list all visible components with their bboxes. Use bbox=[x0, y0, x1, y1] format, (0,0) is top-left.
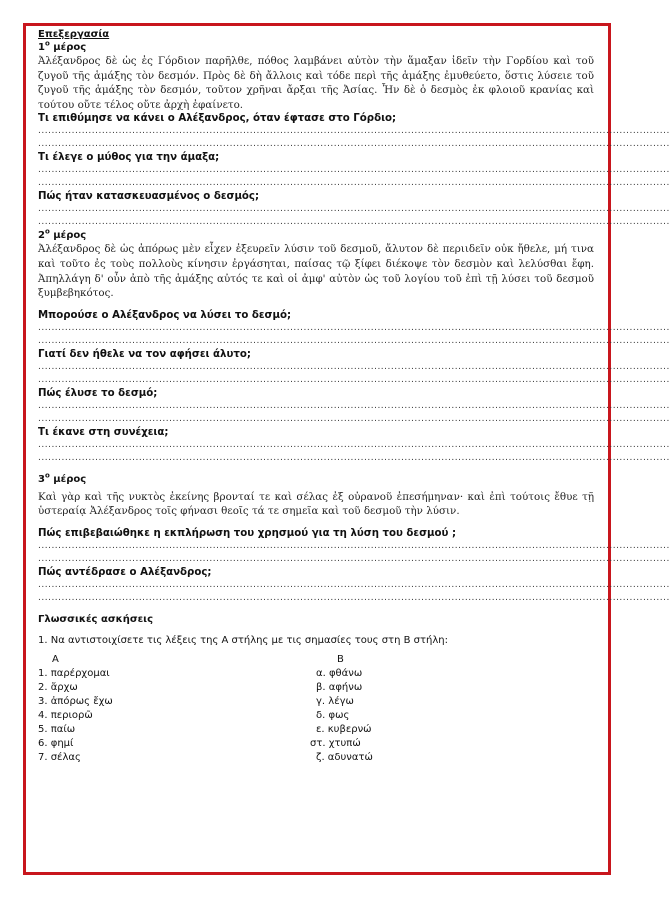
part3-heading: $3^o$ μέρος bbox=[38, 471, 87, 485]
answer-line[interactable]: ............................................................................................................................................................................................ bbox=[38, 400, 670, 411]
table-row bbox=[38, 695, 594, 709]
table-row bbox=[38, 709, 594, 723]
question: Γιατί δεν ήθελε να τον αφήσει άλυτο; bbox=[38, 348, 251, 360]
exercise-instruction: 1. Να αντιστοιχίσετε τις λέξεις της Α στήλης με τις σημασίες τους στη Β στήλη: bbox=[38, 634, 448, 646]
answer-line[interactable]: ............................................................................................................................................................................................ bbox=[38, 126, 670, 137]
answer-line[interactable]: ............................................................................................................................................................................................ bbox=[38, 540, 670, 551]
table-row bbox=[38, 667, 594, 681]
table-row bbox=[38, 681, 594, 695]
answer-line[interactable]: ............................................................................................................................................................................................ bbox=[38, 335, 670, 346]
column-a-item: 7. σέλας bbox=[38, 751, 81, 763]
part2-text: Ἀλέξανδρος δὲ ὡς ἀπόρως μὲν εἶχεν ἐξευρεῖν λύσιν τοῦ δεσμοῦ, ἄλυτον δὲ περιιδεῖν οὐκ ἤθελε, μή τινα καὶ τοῦτο ἐς τοὺς πολλοὺς κίνησιν ἐργάσηται, παίσας τῷ ξίφει διέκοψε τὸν δεσμὸν καὶ λελύσθαι ἔφη. Ἀπηλλάγη δ' οὖν ἀπὸ τῆς ἁμάξης αὐτός τε καὶ οἱ ἀμφ' αὐτὸν ὡς τοῦ λογίου τοῦ ἐπὶ τῇ λύσει τοῦ δεσμοῦ ξυμβεβηκότος. bbox=[38, 243, 594, 300]
question: Τι έκανε στη συνέχεια; bbox=[38, 426, 169, 438]
column-b-item: α. φθάνω bbox=[316, 667, 363, 679]
worksheet-title: Επεξεργασία bbox=[38, 29, 110, 40]
part1-text: Ἀλέξανδρος δὲ ὡς ἐς Γόρδιον παρῆλθε, πόθος λαμβάνει αὐτὸν τὴν ἅμαξαν ἰδεῖν τὴν Γορδίου καὶ τοῦ ζυγοῦ τῆς ἁμάξης τὸν δεσμόν. Πρὸς δὲ δὴ ἄλλοις καὶ τόδε περὶ τῆς ἁμάξης ἐμυθεύετο, ὅστις λύσειε τοῦ ζυγοῦ τῆς ἁμάξης τὸν δεσμόν, τοῦτον χρῆναι ἄρξαι τῆς Ἀσίας. Ἦν δὲ ὁ δεσμὸς ἐκ φλοιοῦ κρανίας καὶ τούτου οὔτε τέλος οὔτε ἀρχὴ ἐφαίνετο. bbox=[38, 55, 594, 111]
answer-line[interactable]: ............................................................................................................................................................................................ bbox=[38, 553, 670, 564]
answer-line[interactable]: ............................................................................................................................................................................................ bbox=[38, 165, 670, 176]
answer-line[interactable]: ............................................................................................................................................................................................ bbox=[38, 452, 670, 463]
answer-line[interactable]: ............................................................................................................................................................................................ bbox=[38, 139, 670, 150]
column-a-item: 6. φημί bbox=[38, 737, 74, 749]
answer-line[interactable]: ............................................................................................................................................................................................ bbox=[38, 592, 670, 603]
question: Μπορούσε ο Αλέξανδρος να λύσει το δεσμό; bbox=[38, 309, 292, 321]
column-b-item: β. αφήνω bbox=[316, 681, 363, 693]
column-a-item: 5. παίω bbox=[38, 723, 76, 735]
exercises-heading: Γλωσσικές ασκήσεις bbox=[38, 613, 154, 625]
answer-line[interactable]: ............................................................................................................................................................................................ bbox=[38, 413, 670, 424]
column-a-item: 2. ἄρχω bbox=[38, 681, 78, 693]
answer-line[interactable]: ............................................................................................................................................................................................ bbox=[38, 178, 670, 189]
question: Πώς επιβεβαιώθηκε η εκπλήρωση του χρησμού για τη λύση του δεσμού ; bbox=[38, 527, 457, 539]
column-a-item: 4. περιορῶ bbox=[38, 709, 93, 721]
question: Πώς έλυσε το δεσμό; bbox=[38, 387, 158, 399]
answer-line[interactable]: ............................................................................................................................................................................................ bbox=[38, 374, 670, 385]
table-row bbox=[38, 737, 594, 751]
column-a-header: Α bbox=[52, 653, 59, 665]
answer-line[interactable]: ............................................................................................................................................................................................ bbox=[38, 439, 670, 450]
table-row bbox=[38, 723, 594, 737]
answer-line[interactable]: ............................................................................................................................................................................................ bbox=[38, 204, 670, 215]
column-b-item: δ. φως bbox=[316, 709, 350, 721]
question: Πώς ήταν κατασκευασμένος ο δεσμός; bbox=[38, 191, 260, 203]
part1-heading: $1^o$ μέρος bbox=[38, 39, 87, 53]
answer-line[interactable]: ............................................................................................................................................................................................ bbox=[38, 579, 670, 590]
table-row bbox=[38, 751, 594, 765]
column-b-item: ζ. αδυνατώ bbox=[316, 751, 373, 763]
matching-table bbox=[38, 653, 594, 765]
question: Πώς αντέδρασε ο Αλέξανδρος; bbox=[38, 566, 212, 578]
column-b-item: στ. χτυπώ bbox=[310, 737, 361, 749]
question: Τι επιθύμησε να κάνει ο Αλέξανδρος, όταν έφτασε στο Γόρδιο; bbox=[38, 113, 397, 125]
part3-text: Καὶ γὰρ καὶ τῆς νυκτὸς ἐκείνης βρονταί τε καὶ σέλας ἐξ οὐρανοῦ ἐπεσήμηναν· καὶ ἐπὶ τούτοις ἔθυε τῇ ὑστεραίᾳ Ἀλέξανδρος τοῖς φήνασι θεοῖς τά τε σημεῖα καὶ τοῦ δεσμοῦ τὴν λύσιν. bbox=[38, 490, 594, 518]
answer-line[interactable]: ............................................................................................................................................................................................ bbox=[38, 361, 670, 372]
column-b-header: Β bbox=[337, 653, 344, 665]
answer-line[interactable]: ............................................................................................................................................................................................ bbox=[38, 217, 670, 228]
part2-heading: $2^o$ μέρος bbox=[38, 228, 87, 242]
column-b-item: ε. κυβερνώ bbox=[316, 723, 372, 735]
column-a-item: 1. παρέρχομαι bbox=[38, 667, 110, 679]
worksheet bbox=[38, 28, 670, 765]
answer-line[interactable]: ............................................................................................................................................................................................ bbox=[38, 322, 670, 333]
table-header-row bbox=[38, 653, 594, 667]
question: Τι έλεγε ο μύθος για την άμαξα; bbox=[38, 152, 220, 164]
column-a-item: 3. ἀπόρως ἔχω bbox=[38, 695, 113, 707]
column-b-item: γ. λέγω bbox=[316, 695, 354, 707]
